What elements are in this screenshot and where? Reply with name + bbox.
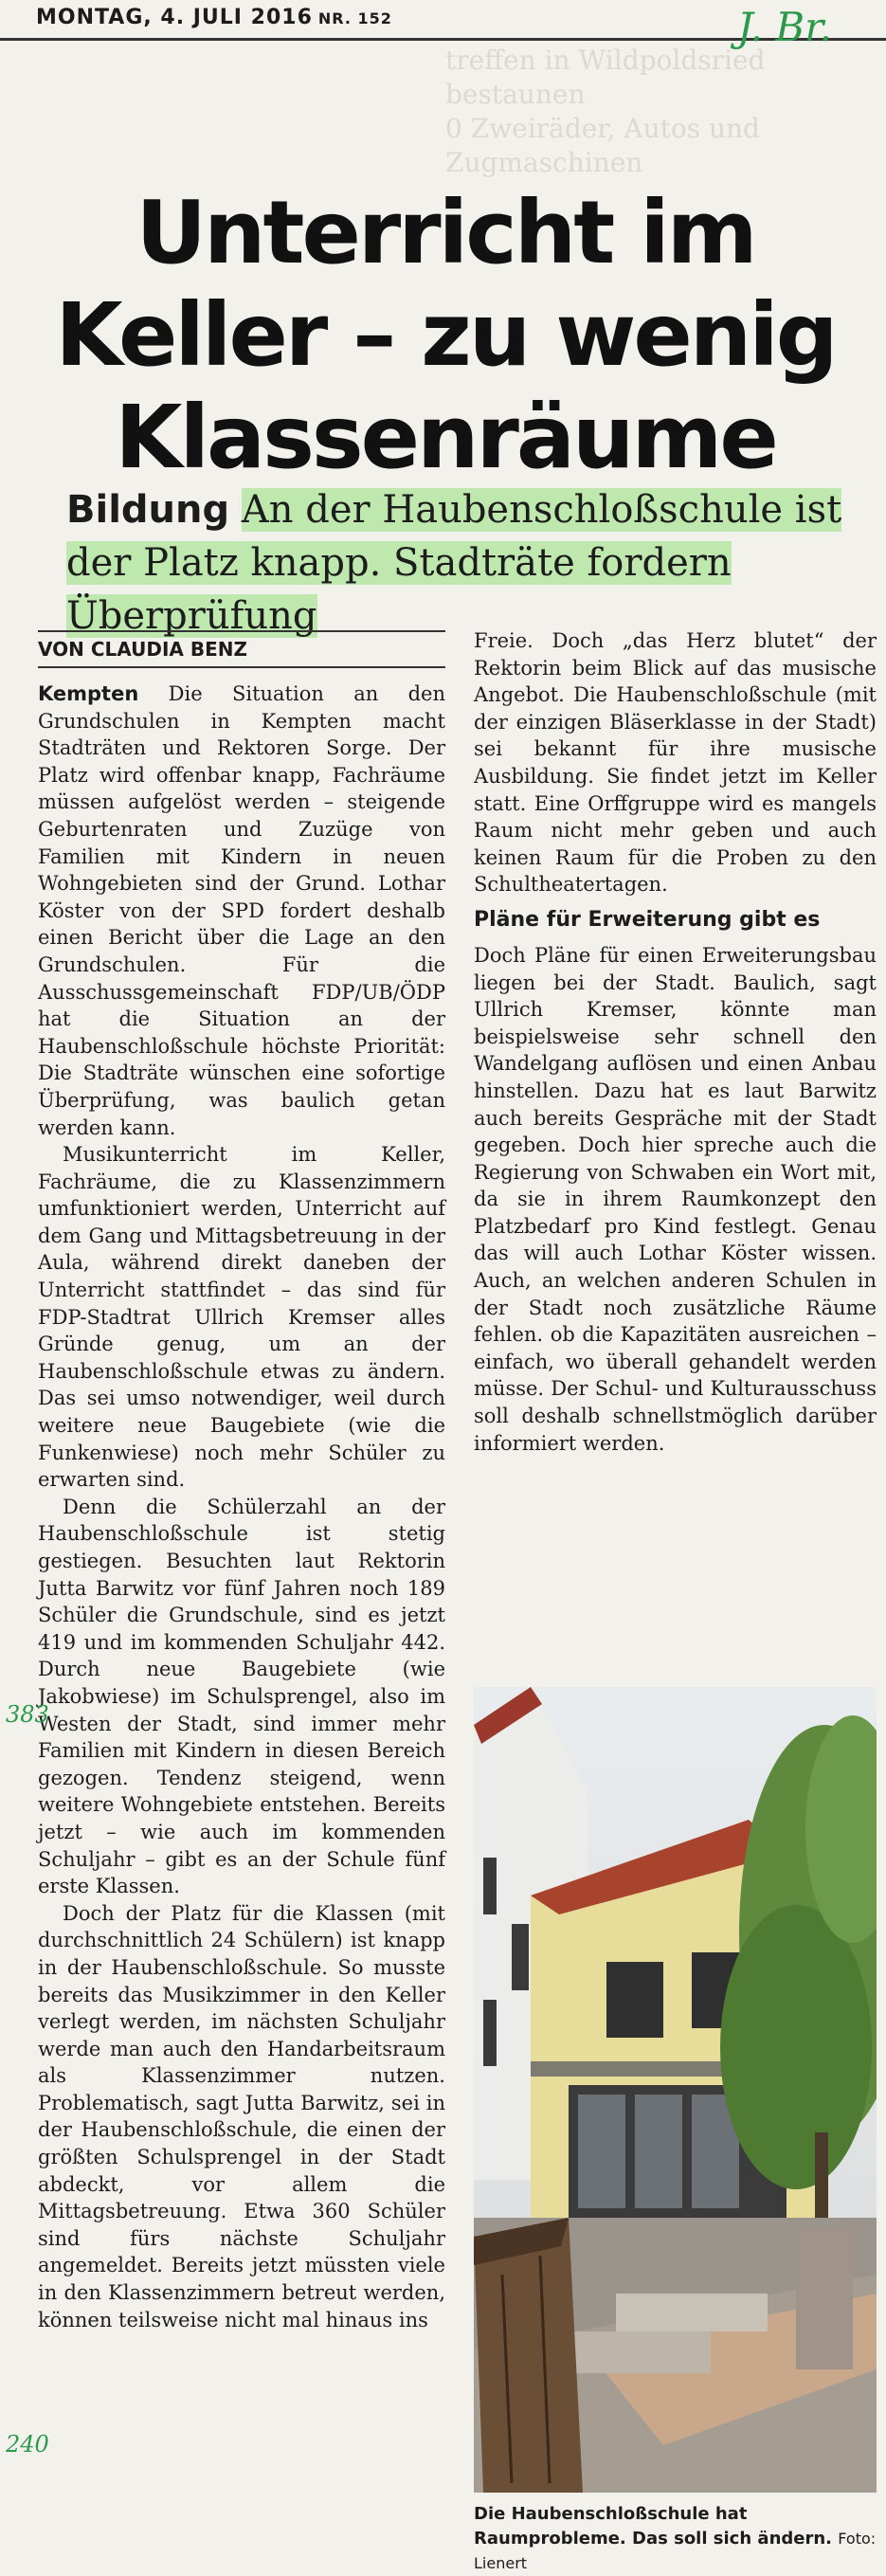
photo-caption <box>474 2502 877 2576</box>
photo-credit: Foto: Lienert <box>474 2530 877 2572</box>
school-photo <box>474 1687 877 2493</box>
subheadline-text: An der Haubenschloßschule ist der Platz knapp. Stadträte fordern Überprüfung <box>66 488 842 638</box>
section-heading: Pläne für Erweiterung gibt es <box>474 907 821 932</box>
byline: VON CLAUDIA BENZ <box>38 630 445 668</box>
paragraph: Denn die Schülerzahl an der Haubenschloßschule ist stetig gestiegen. Besuchten laut Rektorin Jutta Barwitz vor fünf Jahren noch 189 Schüler die Grundschule, sind es jetzt 419 und im kommenden Schuljahr 442. Durch neue Baugebiete (wie Jakobwiese) im Schulsprengel, also im Westen der Stadt, sind immer mehr Familien mit Kindern in diesen Bereich gezogen. Tendenz steigend, wenn weitere Wohngebiete entstehen. Bereits jetzt – wie auch im kommenden Schuljahr – gibt es an der Schule fünf erste Klassen. <box>38 1495 445 1898</box>
margin-note-240: 240 <box>6 2431 49 2458</box>
paragraph: Doch Pläne für einen Erweiterungsbau liegen bei der Stadt. Baulich, sagt Ullrich Kremser, könnte man beispielsweise sehr schnell den Wandelgang auflösen und einen Anbau hinstellen. Dazu hat es laut Barwitz auch bereits Gespräche mit der Stadt gegeben. Doch hier spreche auch die Regierung von Schwaben ein Wort mit, da sie in ihrem Raumkonzept den Platzbedarf pro Kind festlegt. Genau das will auch Lothar Köster wissen. Auch, an welchen anderen Schulen in der Stadt noch zusätzliche Räume fehlen. ob die Kapazitäten ausreichen – einfach, wo überall gehandelt werden müsse. Der Schul- und Kulturausschuss soll deshalb schnellstmöglich darüber informiert werden. <box>474 943 877 1455</box>
bleed-through-text: treffen in Wildpoldsried bestaunen 0 Zweiräder, Autos und Zugmaschinen <box>445 45 766 178</box>
headline: Unterricht im Keller – zu wenig Klassenräume <box>55 181 836 488</box>
school-building-image <box>474 1687 877 2493</box>
handwritten-mark: J. Br. <box>737 4 832 50</box>
issue-number: NR. 152 <box>317 9 392 27</box>
paragraph: Freie. Doch „das Herz blutet“ der Rektorin beim Blick auf das musische Angebot. Die Haubenschloßschule (mit der einzigen Bläserklasse in der Stadt) sei bekannt für ihre musische Ausbildung. Sie findet jetzt im Keller statt. Eine Orffgruppe wird es mangels Raum nicht mehr geben und auch keinen Raum für die Proben zu den Schultheatertagen. <box>474 629 877 897</box>
dateline: Kempten <box>38 682 139 705</box>
section-kicker: Bildung <box>66 488 230 532</box>
paragraph: Kempten Die Situation an den Grundschulen in Kempten macht Stadträten und Rektoren Sorge. Der Platz wird offenbar knapp, Fachräume müssen aufgelöst werden – steigende Geburtenraten und Zuzüge von Familien mit Kindern in neuen Wohngebieten sind der Grund. Lothar Köster von der SPD fordert deshalb einen Bericht über die Lage an den Grundschulen. Für die Ausschussgemeinschaft FDP/UB/ÖDP hat die Situation an der Haubenschloßschule höchste Priorität: Die Stadträte wünschen eine sofortige Überprüfung, was baulich getan werden kann. <box>38 682 445 1139</box>
date-text: MONTAG, 4. JULI 2016 <box>36 6 313 29</box>
article-column-1 <box>38 680 445 2333</box>
edition-date <box>36 6 392 29</box>
paragraph: Musikunterricht im Keller, Fachräume, die zu Klassenzimmern umfunktioniert werden, Unterricht auf dem Gang und Mittagsbetreuung in der Aula, während direkt daneben der Unterricht stattfindet – das sind für FDP-Stadtrat Ullrich Kremser alles Gründe genug, um an der Haubenschloßschule etwas zu ändern. Das sei umso notwendiger, weil durch weitere neue Baugebiete (wie die Funkenwiese) noch mehr Schüler zu erwarten sind. <box>38 1143 445 1492</box>
subheadline <box>66 483 881 643</box>
paragraph: Doch der Platz für die Klassen (mit durchschnittlich 24 Schülern) ist knapp in der Haubenschloßschule. So musste bereits das Musikzimmer in den Keller verlegt werden, im nächsten Schuljahr werde man auch den Handarbeitsraum als Klassenzimmer nutzen. Problematisch, sagt Jutta Barwitz, sei in der Haubenschloßschule, die einen der größten Schulsprengel in der Stadt abdeckt, vor allem die Mittagsbetreuung. Etwa 360 Schüler sind fürs nächste Schuljahr angemeldet. Bereits jetzt müssten viele in den Klassenzimmern betreut werden, können teilsweise nicht mal hinaus ins <box>38 1901 445 2331</box>
article-column-2 <box>474 627 877 1457</box>
caption-text: Die Haubenschloßschule hat Raumprobleme. Das soll sich ändern. <box>474 2504 833 2549</box>
margin-note-383: 383 <box>6 1701 49 1728</box>
